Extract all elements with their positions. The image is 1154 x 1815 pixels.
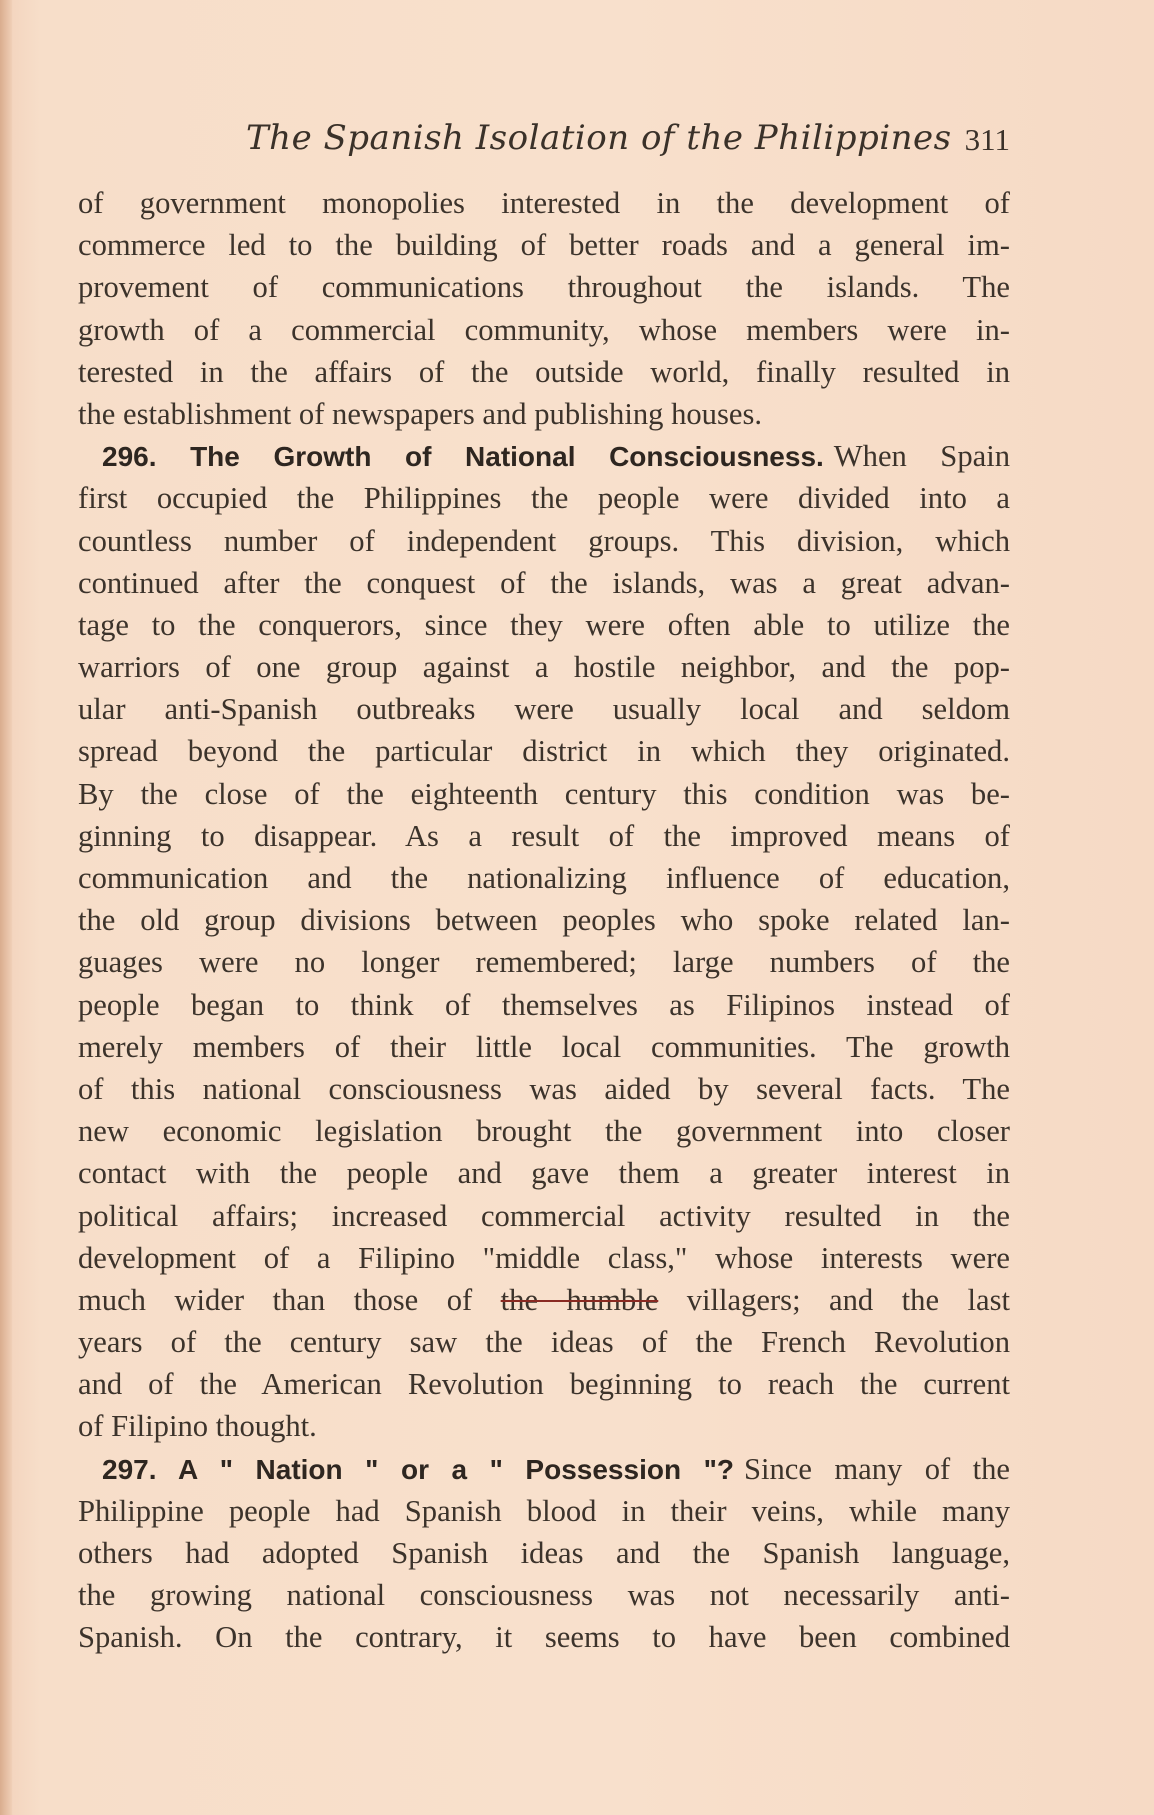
text-line: growth of a commercial community, whose members were in- [78,312,1010,347]
text-line: people began to think of themselves as Filipinos instead of [78,987,1010,1022]
text-line: new economic legislation brought the government into closer [78,1114,1010,1149]
text-line: Spanish. On the contrary, it seems to have been combined [78,1620,1010,1655]
text-line: the old group divisions between peoples who spoke related lan- [78,903,1010,938]
text-line: political affairs; increased commercial activity resulted in the [78,1198,1010,1233]
text-line: the growing national consciousness was not necessarily anti- [78,1578,1010,1613]
section-first-line [78,435,1010,477]
text-line: warriors of one group against a hostile neighbor, and the pop- [78,650,1010,685]
text-line: continued after the conquest of the islands, was a great advan- [78,565,1010,600]
paragraph-continued [78,182,1010,435]
text-line: merely members of their little local communities. The growth [78,1029,1010,1064]
text-fragment: villagers; and the last [658,1282,1010,1317]
text-line: commerce led to the building of better roads and a general im- [78,228,1010,263]
running-title: The Spanish Isolation of the Philippines [246,118,952,158]
text-line: others had adopted Spanish ideas and the Spanish language, [78,1536,1010,1570]
text-line: ginning to disappear. As a result of the improved means of [78,818,1010,853]
text-line-with-strikethrough [78,1279,1010,1321]
text-fragment: When Spain [833,439,1010,474]
text-line: ular anti-Spanish outbreaks were usually local and seldom [78,692,1010,727]
text-line: first occupied the Philippines the people were divided into a [78,481,1010,516]
text-line: spread beyond the particular district in which they originated. [78,734,1010,769]
text-line: development of a Filipino "middle class," whose interests were [78,1240,1010,1275]
struck-text: the humble [500,1282,659,1317]
text-line: tage to the conquerors, since they were often able to utilize the [78,607,1010,642]
text-line: of Filipino thought. [78,1409,317,1444]
page-number: 311 [964,122,1010,157]
section-296 [78,435,1010,1448]
section-heading: 297. A " Nation " or a " Possession "? [102,1453,734,1485]
page-binding-edge [0,0,12,1815]
text-line: the establishment of newspapers and publishing houses. [78,396,762,431]
text-line: By the close of the eighteenth century this condition was be- [78,776,1010,811]
text-fragment: much wider than those of [78,1282,501,1317]
section-heading: 296. The Growth of National Consciousness. [102,441,824,473]
text-line: of government monopolies interested in the development of [78,186,1010,220]
text-line: communication and the nationalizing influence of education, [78,861,1010,895]
text-line: provement of communications throughout the islands. The [78,270,1010,305]
text-line: guages were no longer remembered; large numbers of the [78,945,1010,980]
text-line: of this national consciousness was aided by several facts. The [78,1071,1010,1106]
text-line: and of the American Revolution beginning to reach the current [78,1367,1010,1402]
text-fragment: Since many of the [743,1451,1010,1486]
text-line: contact with the people and gave them a greater interest in [78,1156,1010,1191]
text-line: Philippine people had Spanish blood in their veins, while many [78,1493,1010,1528]
text-line: years of the century saw the ideas of the French Revolution [78,1325,1010,1360]
section-297 [78,1448,1010,1659]
body-text [78,182,1010,1659]
section-first-line [78,1448,1010,1490]
page-header [78,118,1010,166]
text-line: terested in the affairs of the outside world, finally resulted in [78,354,1010,389]
text-line: countless number of independent groups. This division, which [78,523,1010,558]
